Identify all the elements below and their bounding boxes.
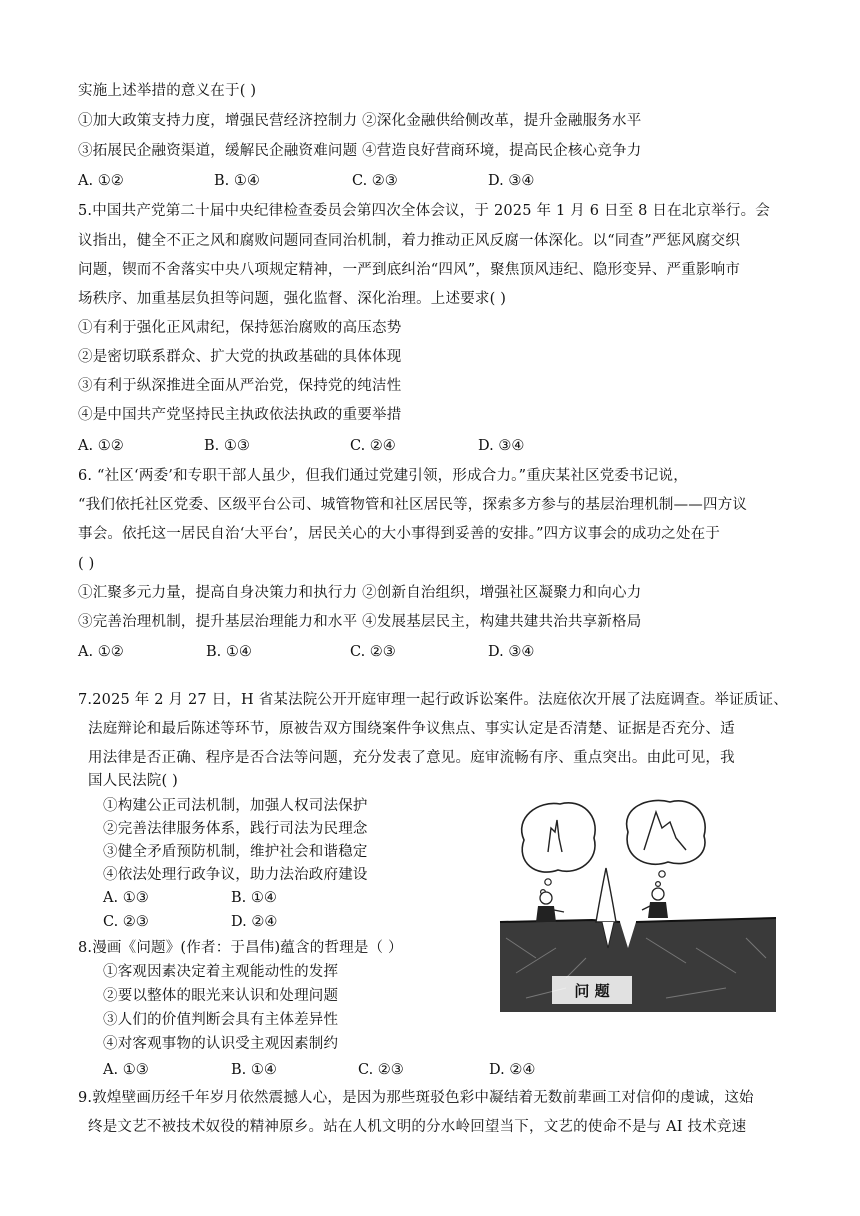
- q4-stem: 实施上述举措的意义在于( ): [78, 83, 257, 99]
- q7-statement-3: ③健全矛盾预防机制，维护社会和谐稳定: [103, 844, 368, 860]
- right-thought-bubble-icon: [627, 800, 706, 886]
- q7-statement-1: ①构建公正司法机制，加强人权司法保护: [103, 798, 368, 814]
- q8-stem: 8.漫画《问题》(作者：于昌伟)蕴含的哲理是（ ）: [78, 940, 403, 956]
- q7-options: [103, 888, 323, 934]
- q5-option-d[interactable]: D. ③④: [478, 438, 525, 454]
- q8-option-b[interactable]: B. ①④: [231, 1062, 277, 1078]
- q6-options: [78, 642, 638, 662]
- q8-statement-2: ②要以整体的眼光来认识和处理问题: [103, 988, 339, 1004]
- q7-option-d[interactable]: D. ②④: [231, 914, 278, 930]
- q6-statements-2: ③完善治理机制，提升基层治理能力和水平 ④发展基层民主，构建共建共治共享新格局: [78, 614, 642, 630]
- q5-stem-2: 议指出，健全不正之风和腐败问题同查同治机制，着力推动正风反腐一体深化。以“同查”严惩风腐交织: [78, 233, 741, 249]
- q5-statement-4: ④是中国共产党坚持民主执政依法执政的重要举措: [78, 407, 402, 423]
- left-thought-bubble-icon: [522, 803, 596, 895]
- q6-stem-4: ( ): [78, 556, 95, 572]
- q4-option-a[interactable]: A. ①②: [78, 173, 124, 189]
- q5-option-a[interactable]: A. ①②: [78, 438, 124, 454]
- q6-option-a[interactable]: A. ①②: [78, 644, 124, 660]
- q5-statement-2: ②是密切联系群众、扩大党的执政基础的具体体现: [78, 349, 402, 365]
- q5-options: [78, 436, 638, 456]
- q8-option-a[interactable]: A. ①③: [103, 1062, 149, 1078]
- q5-statement-1: ①有利于强化正风肃纪，保持惩治腐败的高压态势: [78, 320, 402, 336]
- q6-statements-1: ①汇聚多元力量，提高自身决策力和执行力 ②创新自治组织，增强社区凝聚力和向心力: [78, 585, 642, 601]
- q6-stem-1: 6. “社区‘两委’和专职干部人虽少，但我们通过党建引领，形成合力。”重庆某社区党委书记说，: [78, 468, 688, 484]
- cartoon-wenti: [496, 798, 780, 1018]
- q8-statement-3: ③人们的价值判断会具有主体差异性: [103, 1012, 339, 1028]
- q7-stem-1: 7.2025 年 2 月 27 日，H 省某法院公开开庭审理一起行政诉讼案件。法庭依次开展了法庭调查。举证质证、: [78, 692, 788, 708]
- q8-statement-4: ④对客观事物的认识受主观因素制约: [103, 1036, 339, 1052]
- cartoon-caption: 问 题: [574, 982, 610, 1000]
- left-man-icon: [536, 892, 564, 922]
- q8-option-c[interactable]: C. ②③: [358, 1062, 404, 1078]
- q7-statement-4: ④依法处理行政争议，助力法治政府建设: [103, 867, 368, 883]
- q4-options: [78, 171, 638, 191]
- q6-option-b[interactable]: B. ①④: [206, 644, 252, 660]
- q7-stem-4: 国人民法院( ): [88, 773, 179, 789]
- q6-option-d[interactable]: D. ③④: [488, 644, 535, 660]
- q8-options: [103, 1060, 623, 1080]
- q7-statement-2: ②完善法律服务体系，践行司法为民理念: [103, 821, 368, 837]
- q5-stem-4: 场秩序、加重基层负担等问题，强化监督、深化治理。上述要求( ): [78, 291, 507, 307]
- q8-option-d[interactable]: D. ②④: [489, 1062, 536, 1078]
- q7-stem-3: 用法律是否正确、程序是否合法等问题，充分发表了意见。庭审流畅有序、重点突出。由此可见，我: [88, 750, 735, 766]
- q7-option-c[interactable]: C. ②③: [103, 914, 149, 930]
- q5-stem-1: 5.中国共产党第二十届中央纪律检查委员会第四次全体会议，于 2025 年 1 月 6 日至 8 日在北京举行。会: [78, 203, 770, 219]
- q4-option-c[interactable]: C. ②③: [352, 173, 398, 189]
- q4-option-b[interactable]: B. ①④: [214, 173, 260, 189]
- q7-option-b[interactable]: B. ①④: [231, 890, 277, 906]
- q4-statements-1: ①加大政策支持力度，增强民营经济控制力 ②深化金融供给侧改革，提升金融服务水平: [78, 113, 642, 129]
- q5-option-c[interactable]: C. ②④: [350, 438, 396, 454]
- q6-stem-3: 事会。依托这一居民自治‘大平台’，居民关心的大小事得到妥善的安排。”四方议事会的成功之处在于: [78, 526, 721, 542]
- q4-option-d[interactable]: D. ③④: [488, 173, 535, 189]
- q4-statements-2: ③拓展民企融资渠道，缓解民企融资难问题 ④营造良好营商环境，提高民企核心竞争力: [78, 143, 642, 159]
- q5-option-b[interactable]: B. ①③: [204, 438, 250, 454]
- q5-statement-3: ③有利于纵深推进全面从严治党，保持党的纯洁性: [78, 378, 402, 394]
- q5-stem-3: 问题，锲而不舍落实中央八项规定精神，一严到底纠治“四风”，聚焦顶风违纪、隐形变异、严重影响市: [78, 262, 741, 278]
- q9-stem-1: 9.敦煌壁画历经千年岁月依然震撼人心，是因为那些斑驳色彩中凝结着无数前辈画工对信仰的虔诚，这始: [78, 1090, 754, 1106]
- q7-option-a[interactable]: A. ①③: [103, 890, 149, 906]
- right-man-icon: [642, 888, 668, 918]
- q6-stem-2: “我们依托社区党委、区级平台公司、城管物管和社区居民等，探索多方参与的基层治理机制——四方议: [78, 497, 748, 513]
- q7-stem-2: 法庭辩论和最后陈述等环节，原被告双方围绕案件争议焦点、事实认定是否清楚、证据是否充分、适: [88, 721, 735, 737]
- q9-stem-2: 终是文艺不被技术奴役的精神原乡。站在人机文明的分水岭回望当下，文艺的使命不是与 AI 技术竞速: [88, 1119, 747, 1135]
- q8-statement-1: ①客观因素决定着主观能动性的发挥: [103, 964, 339, 980]
- q6-option-c[interactable]: C. ②③: [350, 644, 396, 660]
